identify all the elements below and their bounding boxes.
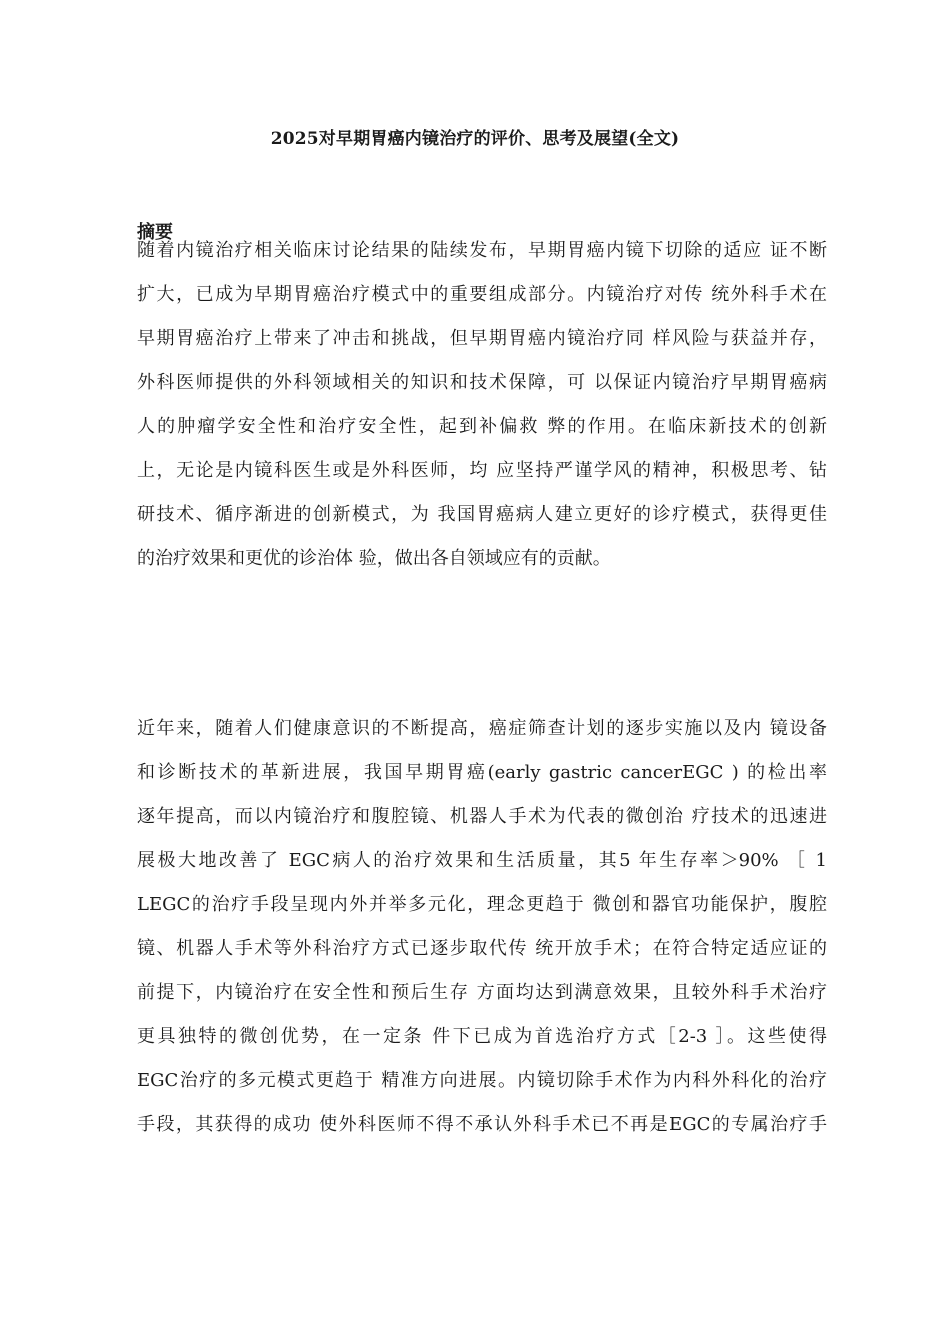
paragraph-line: 早期胃癌治疗上带来了冲击和挑战，但早期胃癌内镜治疗同 样风险与获益并存， [137,328,827,349]
abstract-paragraph [137,238,827,590]
paragraph-line: 的治疗效果和更优的诊治体 验，做出各自领域应有的贡献。 [137,548,611,569]
paragraph-line: 扩大，已成为早期胃癌治疗模式中的重要组成部分。内镜治疗对传 统外科手术在 [137,284,827,305]
paragraph-line: EGC治疗的多元模式更趋于 精准方向进展。内镜切除手术作为内科外科化的治疗 [137,1070,827,1091]
paragraph-line: 逐年提高，而以内镜治疗和腹腔镜、机器人手术为代表的微创治 疗技术的迅速进 [137,806,827,827]
abstract-heading: 摘要 [137,222,173,243]
paragraph-line: 展极大地改善了 EGC病人的治疗效果和生活质量，其5 年生存率＞90% ［ 1 [137,850,827,871]
paragraph-line: 手段，其获得的成功 使外科医师不得不承认外科手术已不再是EGC的专属治疗手 [137,1114,827,1135]
paragraph-line: 镜、机器人手术等外科治疗方式已逐步取代传 统开放手术；在符合特定适应证的 [137,938,827,959]
paragraph-line: 随着内镜治疗相关临床讨论结果的陆续发布，早期胃癌内镜下切除的适应 证不断 [137,240,827,261]
paragraph-line: 人的肿瘤学安全性和治疗安全性，起到补偏救 弊的作用。在临床新技术的创新 [137,416,827,437]
intro-paragraph [137,716,827,1156]
paragraph-line: 上，无论是内镜科医生或是外科医师，均 应坚持严谨学风的精神，积极思考、钻 [137,460,827,481]
paragraph-line: 和诊断技术的革新进展，我国早期胃癌(early gastric cancerEGC ) 的检出率 [137,762,827,783]
document-title: 2025对早期胃癌内镜治疗的评价、思考及展望(全文) [270,129,680,149]
paragraph-line: LEGC的治疗手段呈现内外并举多元化，理念更趋于 微创和器官功能保护，腹腔 [137,894,827,915]
paragraph-line: 研技术、循序渐进的创新模式，为 我国胃癌病人建立更好的诊疗模式，获得更佳 [137,504,827,525]
paragraph-line: 更具独特的微创优势，在一定条 件下已成为首选治疗方式［2-3 ］。这些使得 [137,1026,827,1047]
paragraph-line: 前提下，内镜治疗在安全性和预后生存 方面均达到满意效果，且较外科手术治疗 [137,982,827,1003]
paragraph-line: 近年来，随着人们健康意识的不断提高，癌症筛查计划的逐步实施以及内 镜设备 [137,718,827,739]
paragraph-line: 外科医师提供的外科领域相关的知识和技术保障，可 以保证内镜治疗早期胃癌病 [137,372,827,393]
